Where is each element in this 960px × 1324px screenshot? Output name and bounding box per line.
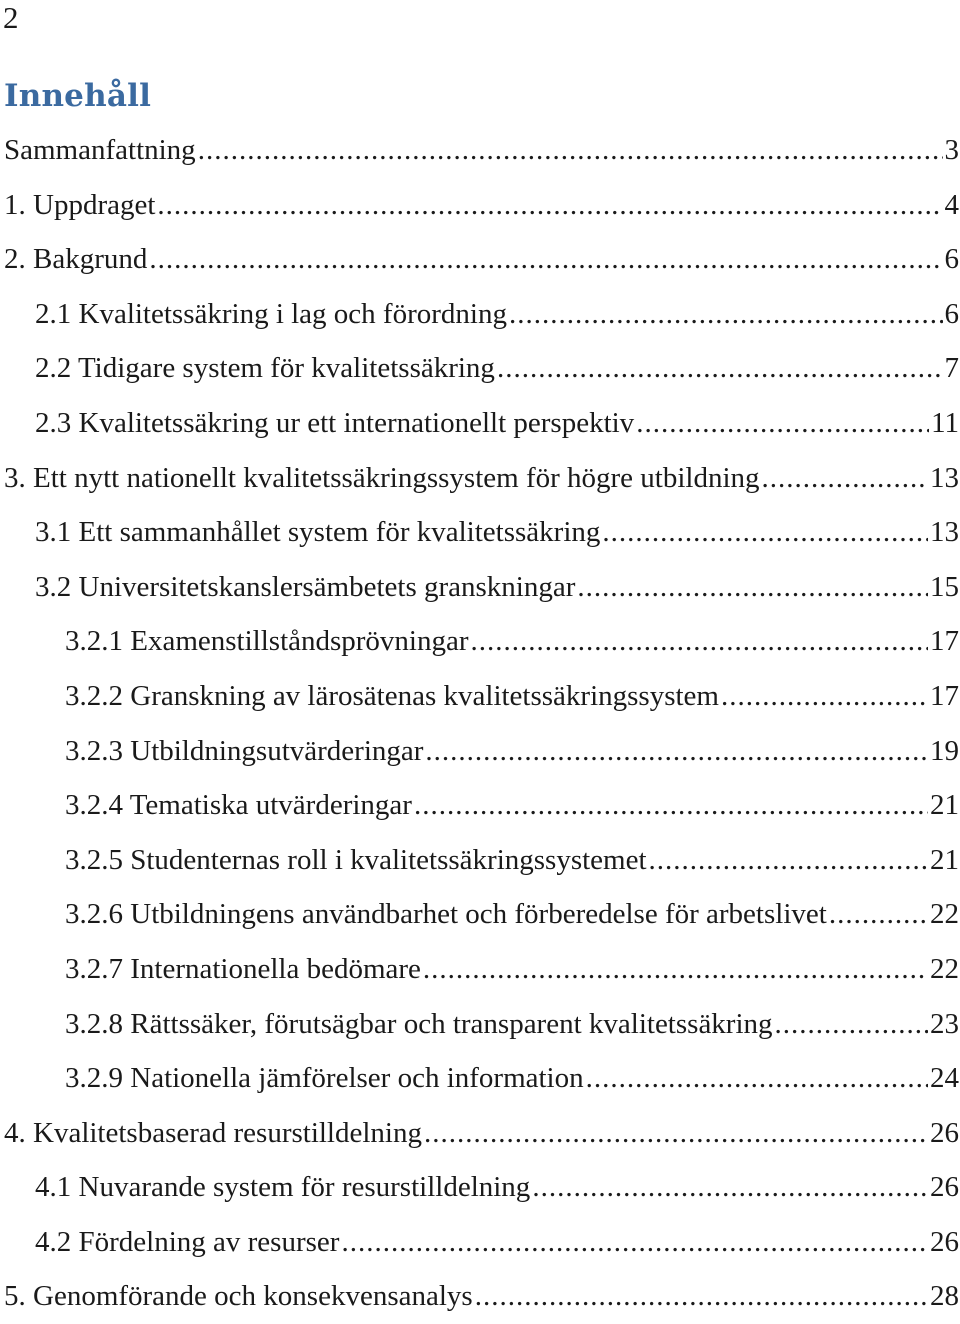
toc-dot-leader (475, 1269, 928, 1324)
toc-entry-title: 2.2 Tidigare system för kvalitetssäkring (35, 352, 495, 385)
toc-dot-leader (636, 396, 929, 451)
toc-entry[interactable] (0, 1106, 960, 1161)
toc-entry[interactable] (0, 1215, 960, 1270)
toc-entry-page-number: 13 (930, 461, 959, 494)
toc-entry[interactable] (0, 887, 960, 942)
toc-entry[interactable] (0, 942, 960, 997)
toc-dot-leader (649, 833, 928, 888)
toc-entry-page-number: 6 (944, 297, 959, 330)
toc-entry-page-number: 22 (930, 898, 959, 931)
toc-entry[interactable] (0, 1051, 960, 1106)
toc-entry-title: 3.2.6 Utbildningens användbarhet och förberedelse för arbetslivet (65, 898, 827, 931)
toc-entry-title: 2.1 Kvalitetssäkring i lag och förordning (35, 297, 507, 330)
toc-entry[interactable] (0, 997, 960, 1052)
toc-entry-title: 4.2 Fördelning av resurser (35, 1225, 340, 1258)
toc-entry-title: 3.2.9 Nationella jämförelser och information (65, 1062, 584, 1095)
toc-entry[interactable] (0, 451, 960, 506)
toc-entry[interactable] (0, 778, 960, 833)
toc-entry-page-number: 26 (930, 1116, 959, 1149)
toc-dot-leader (721, 669, 928, 724)
toc-entry[interactable] (0, 232, 960, 287)
toc-entry[interactable] (0, 123, 960, 178)
toc-entry-title: 2. Bakgrund (4, 243, 148, 276)
toc-entry-title: 3.2.3 Utbildningsutvärderingar (65, 734, 424, 767)
toc-dot-leader (577, 560, 928, 615)
toc-entry[interactable] (0, 669, 960, 724)
toc-entry-page-number: 6 (944, 243, 959, 276)
toc-dot-leader (198, 123, 943, 178)
toc-entry[interactable] (0, 1160, 960, 1215)
toc-entry-title: 1. Uppdraget (4, 188, 156, 221)
toc-entry-page-number: 24 (930, 1062, 959, 1095)
toc-entry-page-number: 17 (930, 679, 959, 712)
toc-entry-page-number: 21 (930, 789, 959, 822)
toc-entry[interactable] (0, 287, 960, 342)
toc-dot-leader (157, 178, 942, 233)
toc-dot-leader (829, 887, 928, 942)
toc-entry-page-number: 23 (930, 1007, 959, 1040)
toc-entry-title: 3. Ett nytt nationellt kvalitetssäkringssystem för högre utbildning (4, 461, 760, 494)
toc-dot-leader (424, 1106, 928, 1161)
toc-entry-page-number: 22 (930, 952, 959, 985)
toc-dot-leader (586, 1051, 928, 1106)
toc-dot-leader (497, 341, 943, 396)
page-number: 2 (3, 0, 19, 35)
toc-dot-leader (532, 1160, 928, 1215)
toc-entry-page-number: 17 (930, 625, 959, 658)
toc-entry-title: 4. Kvalitetsbaserad resurstilldelning (4, 1116, 422, 1149)
toc-entry-page-number: 3 (944, 134, 959, 166)
toc-dot-leader (775, 997, 928, 1052)
toc-entry-title: 3.2.2 Granskning av lärosätenas kvalitetssäkringssystem (65, 679, 719, 712)
toc-entry-page-number: 19 (930, 734, 959, 767)
toc-entry-title: Sammanfattning (4, 134, 196, 166)
toc-entry-title: 3.2.8 Rättssäker, förutsägbar och transparent kvalitetssäkring (65, 1007, 773, 1040)
toc-entry-page-number: 7 (944, 352, 959, 385)
toc-dot-leader (423, 942, 928, 997)
toc-entry-title: 3.2.5 Studenternas roll i kvalitetssäkringssystemet (65, 843, 647, 876)
toc-entry[interactable] (0, 505, 960, 560)
toc-dot-leader (509, 287, 943, 342)
toc-dot-leader (341, 1215, 928, 1270)
toc-entry-page-number: 11 (931, 406, 959, 439)
toc-entry-page-number: 26 (930, 1171, 959, 1204)
toc-entry-page-number: 26 (930, 1225, 959, 1258)
toc-entry[interactable] (0, 1269, 960, 1324)
toc-entry[interactable] (0, 724, 960, 779)
toc-entry-page-number: 15 (930, 570, 959, 603)
toc-entry[interactable] (0, 614, 960, 669)
table-of-contents (0, 123, 960, 1324)
toc-entry-page-number: 13 (930, 516, 959, 549)
toc-entry[interactable] (0, 341, 960, 396)
toc-entry-page-number: 21 (930, 843, 959, 876)
toc-dot-leader (425, 724, 928, 779)
toc-dot-leader (471, 614, 928, 669)
toc-entry-title: 5. Genomförande och konsekvensanalys (4, 1280, 473, 1313)
toc-entry-page-number: 4 (944, 188, 959, 221)
toc-dot-leader (602, 505, 928, 560)
toc-entry-title: 2.3 Kvalitetssäkring ur ett internationellt perspektiv (35, 406, 635, 439)
toc-entry-title: 3.2.4 Tematiska utvärderingar (65, 789, 412, 822)
toc-entry[interactable] (0, 396, 960, 451)
toc-dot-leader (414, 778, 928, 833)
toc-entry[interactable] (0, 178, 960, 233)
toc-entry-title: 3.1 Ett sammanhållet system för kvalitetssäkring (35, 516, 601, 549)
toc-heading: Innehåll (4, 78, 152, 114)
toc-entry-title: 3.2 Universitetskanslersämbetets granskningar (35, 570, 576, 603)
toc-entry[interactable] (0, 833, 960, 888)
toc-entry[interactable] (0, 560, 960, 615)
toc-dot-leader (149, 232, 942, 287)
toc-dot-leader (762, 451, 928, 506)
toc-entry-page-number: 28 (930, 1280, 959, 1313)
toc-entry-title: 3.2.7 Internationella bedömare (65, 952, 421, 985)
toc-entry-title: 4.1 Nuvarande system för resurstilldelning (35, 1171, 531, 1204)
toc-entry-title: 3.2.1 Examenstillståndsprövningar (65, 625, 469, 658)
